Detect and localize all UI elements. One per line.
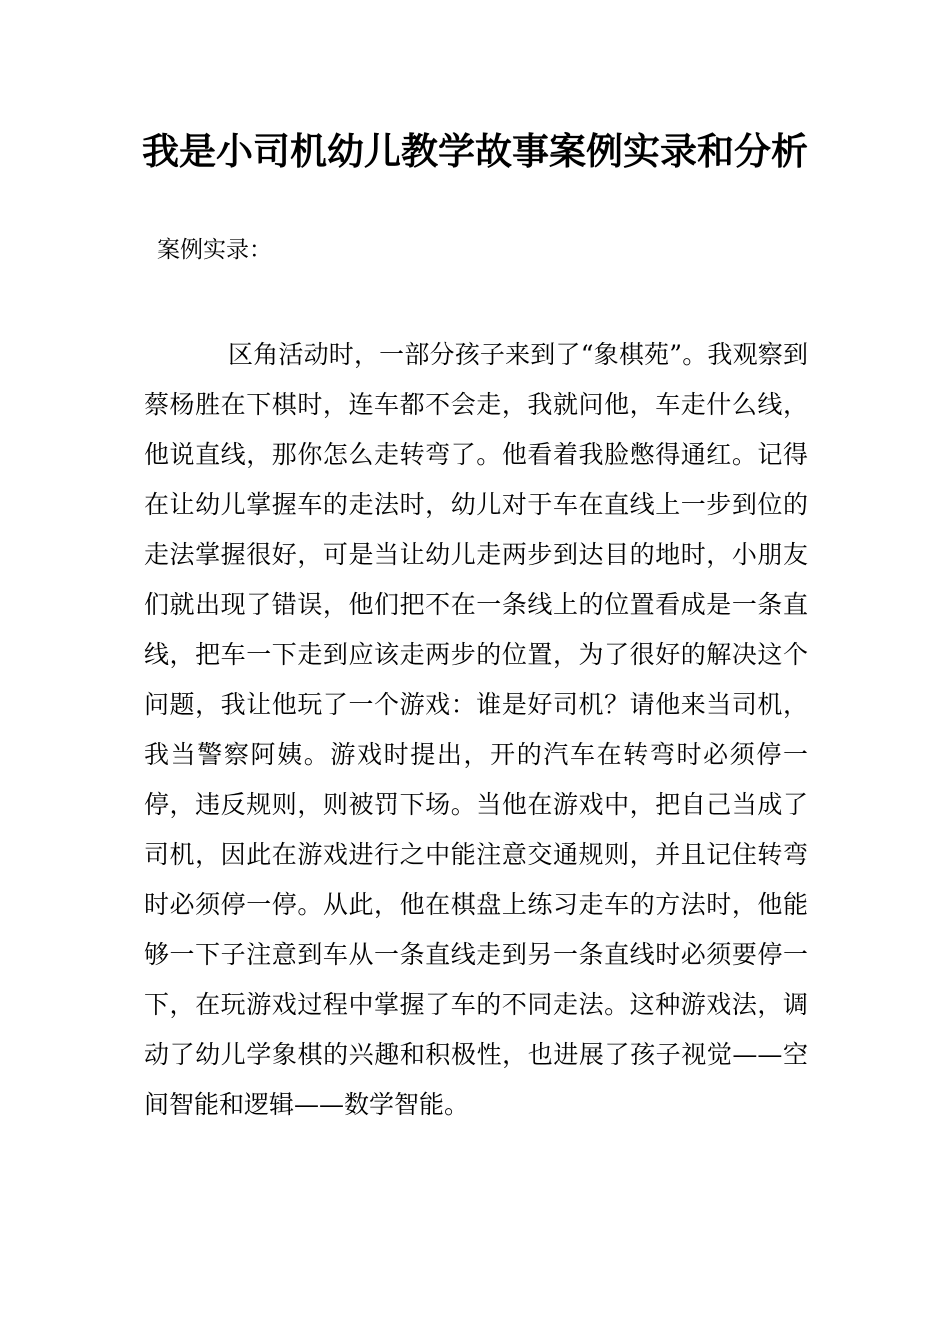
document-title: 我是小司机幼儿教学故事案例实录和分析	[142, 130, 808, 173]
body-paragraph: 区角活动时，一部分孩子来到了“象棋苑”。我观察到蔡杨胜在下棋时，连车都不会走，我就问他，车走什么线，他说直线，那你怎么走转弯了。他看着我脸憋得通红。记得在让幼儿掌握车的走法时，幼儿对于车在直线上一步到位的走法掌握很好，可是当让幼儿走两步到达目的地时，小朋友们就出现了错误，他们把不在一条线上的位置看成是一条直线，把车一下走到应该走两步的位置，为了很好的解决这个问题，我让他玩了一个游戏：谁是好司机？请他来当司机，我当警察阿姨。游戏时提出，开的汽车在转弯时必须停一停，违反规则，则被罚下场。当他在游戏中，把自己当成了司机，因此在游戏进行之中能注意交通规则，并且记住转弯时必须停一停。从此，他在棋盘上练习走车的方法时，他能够一下子注意到车从一条直线走到另一条直线时必须要停一下，在玩游戏过程中掌握了车的不同走法。这种游戏法，调动了幼儿学象棋的兴趣和积极性，也进展了孩子视觉——空间智能和逻辑——数学智能。	[144, 340, 808, 1119]
section-label-case-record: 案例实录：	[157, 237, 272, 263]
